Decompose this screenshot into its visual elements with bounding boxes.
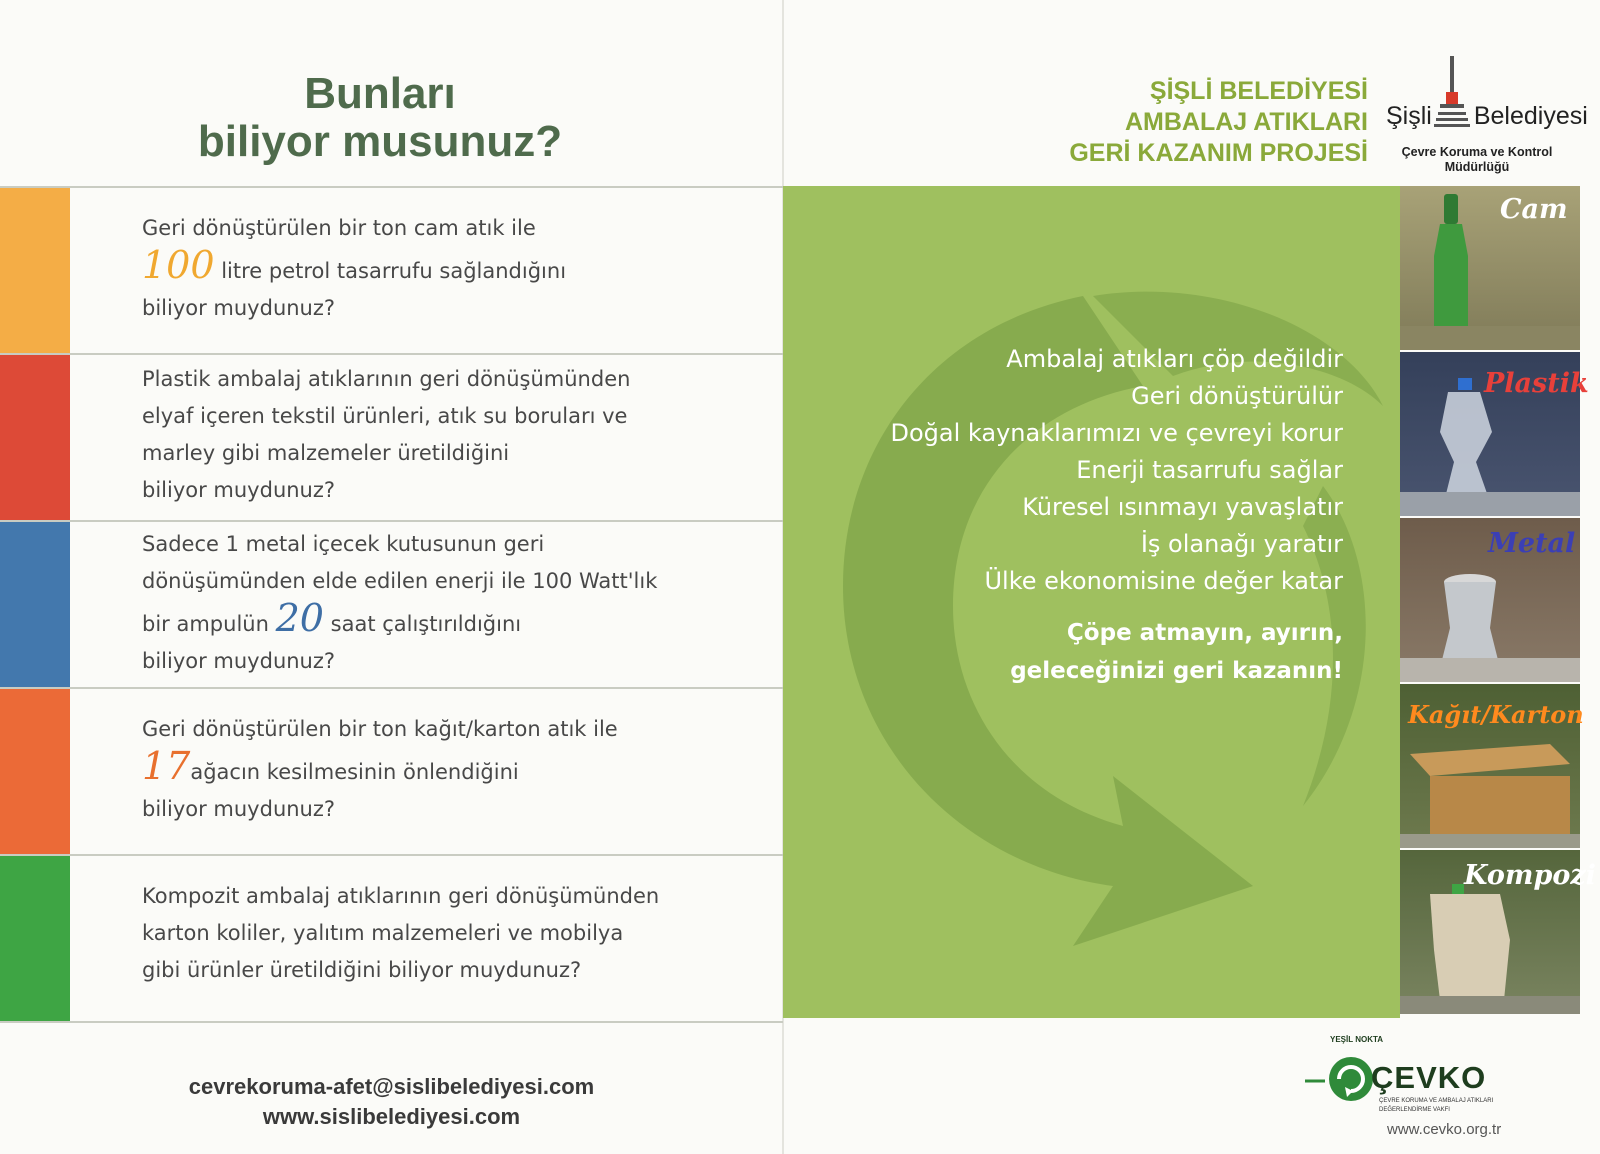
contact-email[interactable]: cevrekoruma-afet@sislibelediyesi.com [188, 1074, 595, 1099]
tile-label: Metal [1488, 528, 1576, 559]
fact-line: biliyor muydunuz? [142, 296, 336, 320]
tile-glass [1400, 186, 1580, 350]
benefit-line: Küresel ısınmayı yavaşlatır [1022, 493, 1343, 521]
benefits-list [823, 341, 1343, 600]
benefit-line: Ülke ekonomisine değer katar [984, 567, 1343, 595]
facts-list [0, 186, 783, 1023]
fact-line: Plastik ambalaj atıklarının geri dönüşümünden [142, 367, 631, 391]
tile-label: Kağıt/Karton [1408, 700, 1584, 729]
benefit-line: Enerji tasarrufu sağlar [1076, 456, 1343, 484]
fact-line: karton koliler, yalıtım malzemeleri ve mobilya [142, 921, 624, 945]
fact-glass [0, 186, 783, 353]
fact-line: Kompozit ambalaj atıklarının geri dönüşümünden [142, 884, 660, 908]
logo-name-right: Belediyesi [1473, 102, 1588, 130]
recycle-icon [1305, 1045, 1375, 1105]
tile-label: Plastik [1484, 368, 1589, 399]
cta-line-2: geleceğinizi geri kazanın! [1010, 658, 1343, 684]
tile-plastic [1400, 352, 1589, 516]
cevko-logo [1305, 1035, 1545, 1145]
contact-block [0, 1072, 783, 1132]
color-swatch [0, 355, 70, 520]
tile-label: Kompozi [1464, 860, 1596, 891]
recycle-arrow-icon [783, 186, 1400, 1018]
benefit-line: Ambalaj atıkları çöp değildir [1006, 345, 1343, 373]
call-to-action [823, 614, 1343, 690]
fact-line: litre petrol tasarrufu sağlandığını [221, 259, 567, 283]
fact-line: bir ampulün [142, 612, 269, 636]
green-panel [783, 186, 1400, 1018]
title-line-1: Bunları [304, 69, 456, 118]
cevko-arc-text: YEŞİL NOKTA [1330, 1035, 1384, 1044]
benefit-line: Doğal kaynaklarımızı ve çevreyi korur [890, 419, 1343, 447]
fact-line: saat çalıştırıldığını [330, 612, 522, 636]
color-swatch [0, 689, 70, 854]
fact-line: dönüşümünden elde edilen enerji ile 100 Watt'lık [142, 569, 658, 593]
color-swatch [0, 522, 70, 687]
tile-metal [1400, 518, 1580, 682]
fact-number: 20 [275, 596, 324, 640]
fact-line: Geri dönüştürülen bir ton kağıt/karton atık ile [142, 717, 618, 741]
project-title [1000, 76, 1368, 169]
cevko-name: ÇEVKO [1371, 1060, 1487, 1095]
tile-label: Cam [1500, 194, 1568, 225]
logo-subtitle-1: Çevre Koruma ve Kontrol [1401, 145, 1553, 159]
fact-line: gibi ürünler üretildiğini biliyor muydunuz? [142, 958, 582, 982]
fact-line: biliyor muydunuz? [142, 478, 336, 502]
tile-composite [1400, 850, 1596, 1014]
color-swatch [0, 188, 70, 353]
fact-line: Sadece 1 metal içecek kutusunun geri [142, 532, 545, 556]
fact-metal [0, 520, 783, 687]
benefit-line: Geri dönüştürülür [1131, 382, 1343, 410]
title-line-2: biliyor musunuz? [197, 117, 563, 166]
color-swatch [0, 856, 70, 1021]
category-tiles [1400, 186, 1596, 1018]
project-line-2: AMBALAJ ATIKLARI [1124, 108, 1368, 136]
cta-line-1: Çöpe atmayın, ayırın, [1066, 620, 1343, 646]
fact-line: biliyor muydunuz? [142, 797, 336, 821]
page-title [0, 70, 760, 166]
cevko-url[interactable]: www.cevko.org.tr [1387, 1121, 1502, 1138]
logo-name-left: Şişli [1386, 102, 1432, 130]
fact-paper [0, 687, 783, 854]
logo-subtitle-2: Müdürlüğü [1444, 160, 1510, 174]
fact-number: 17 [142, 744, 191, 788]
fact-line: elyaf içeren tekstil ürünleri, atık su boruları ve [142, 404, 628, 428]
fact-line: ağacın kesilmesinin önlendiğini [190, 760, 519, 784]
project-line-3: GERİ KAZANIM PROJESİ [1069, 139, 1368, 167]
fact-number: 100 [142, 243, 215, 287]
fact-composite [0, 854, 783, 1023]
project-line-1: ŞİŞLİ BELEDİYESİ [1149, 77, 1368, 105]
fact-plastic [0, 353, 783, 520]
fact-line: marley gibi malzemeler üretildiğini [142, 441, 510, 465]
contact-website[interactable]: www.sislibelediyesi.com [262, 1104, 521, 1129]
tile-paper [1400, 684, 1584, 848]
cevko-subtitle: ÇEVRE KORUMA VE AMBALAJ ATIKLARI DEĞERLENDİRME VAKFI [1379, 1098, 1494, 1113]
benefit-line: İş olanağı yaratır [1140, 530, 1343, 558]
municipality-logo [1378, 56, 1588, 186]
fact-line: biliyor muydunuz? [142, 649, 336, 673]
fact-line: Geri dönüştürülen bir ton cam atık ile [142, 216, 536, 240]
